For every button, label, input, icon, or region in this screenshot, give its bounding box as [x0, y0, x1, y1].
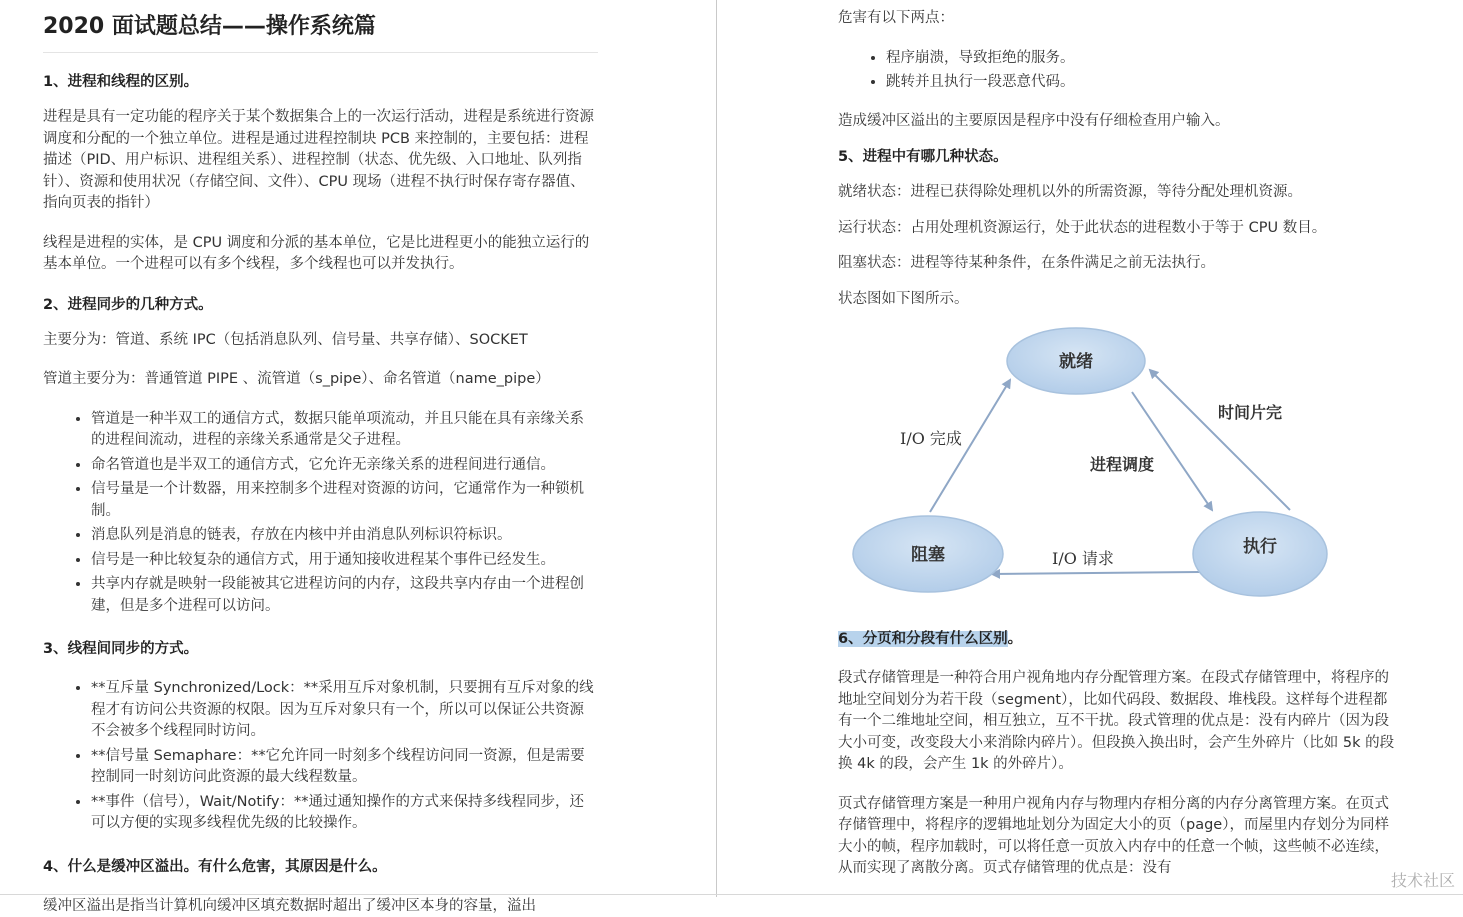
section-2-list: [43, 409, 598, 618]
arrow-io-request: [992, 572, 1200, 574]
node-blocked-label: 阻塞: [911, 544, 945, 565]
section-2-heading: 2、进程同步的几种方式。: [43, 294, 598, 316]
section-1-heading: 1、进程和线程的区别。: [43, 71, 598, 93]
edge-schedule-label: 进程调度: [1090, 455, 1154, 474]
right-column: [838, 8, 1398, 880]
list-item: • **事件（信号），Wait/Notify：**通过通知操作的方式来保持多线程同步，还可以方便的实现多线程优先级的比较操作。: [91, 792, 598, 835]
section-3-heading: 3、线程间同步的方式。: [43, 638, 598, 660]
section-4-paragraph: 缓冲区溢出是指当计算机向缓冲区填充数据时超出了缓冲区本身的容量，溢出: [43, 896, 598, 917]
state-running-text: 运行状态：占用处理机资源运行，处于此状态的进程数小于等于 CPU 数目。: [838, 218, 1398, 240]
list-item: • 共享内存就是映射一段能被其它进程访问的内存，这段共享内存由一个进程创建，但是多个进程可以访问。: [91, 574, 598, 617]
section-2-paragraph-ipc: 主要分为：管道、系统 IPC（包括消息队列、信号量、共享存储）、SOCKET: [43, 330, 598, 352]
left-column: [43, 12, 598, 917]
node-ready-label: 就绪: [1059, 351, 1093, 372]
left-page: [0, 0, 716, 897]
watermark: 技术社区: [1391, 868, 1455, 891]
section-2-paragraph-pipe: 管道主要分为：普通管道 PIPE 、流管道（s_pipe）、命名管道（name_pipe）: [43, 369, 598, 391]
harm-list: [838, 48, 1398, 94]
section-5-heading: 5、进程中有哪几种状态。: [838, 146, 1398, 168]
section-3-list: [43, 678, 598, 835]
list-item: • 管道是一种半双工的通信方式，数据只能单项流动，并且只能在具有亲缘关系的进程间流动，进程的亲缘关系通常是父子进程。: [91, 409, 598, 452]
list-item: • 消息队列是消息的链表，存放在内核中并由消息队列标识符标识。: [91, 525, 598, 547]
section-6-paragraph-segment: 段式存储管理是一种符合用户视角地内存分配管理方案。在段式存储管理中，将程序的地址空间划分为若干段（segment），比如代码段、数据段、堆栈段。这样每个进程都有一个二维地址空间，相互独立，互不干扰。段式管理的优点是：没有内碎片（因为段大小可变，改变段大小来消除内碎片）。但段换入换出时，会产生外碎片（比如 5k 的段换 4k 的段，会产生 1k 的外碎片）。: [838, 668, 1398, 776]
arrow-timeslice: [1150, 370, 1290, 510]
section-6-heading: [838, 628, 1398, 650]
section-6-heading-period: 。: [1008, 631, 1023, 647]
list-item: • 命名管道也是半双工的通信方式，它允许无亲缘关系的进程间进行通信。: [91, 455, 598, 477]
process-state-diagram: [850, 322, 1350, 614]
list-item: • 跳转并且执行一段恶意代码。: [886, 72, 1398, 94]
document-title: 2020 面试题总结——操作系统篇: [43, 12, 598, 53]
diagram-intro: 状态图如下图所示。: [838, 289, 1398, 311]
node-running-label: 执行: [1243, 536, 1277, 557]
section-4-heading: 4、什么是缓冲区溢出。有什么危害，其原因是什么。: [43, 856, 598, 878]
state-ready-text: 就绪状态：进程已获得除处理机以外的所需资源，等待分配处理机资源。: [838, 182, 1398, 204]
list-item: • **互斥量 Synchronized/Lock：**采用互斥对象机制，只要拥有互斥对象的线程才有访问公共资源的权限。因为互斥对象只有一个，所以可以保证公共资源不会被多个线程同时访问。: [91, 678, 598, 743]
list-item: • 信号量是一个计数器，用来控制多个进程对资源的访问，它通常作为一种锁机制。: [91, 479, 598, 522]
section-6-heading-highlight: 6、分页和分段有什么区别: [838, 631, 1008, 647]
section-1-paragraph-thread: 线程是进程的实体，是 CPU 调度和分派的基本单位，它是比进程更小的能独立运行的基本单位。一个进程可以有多个线程，多个线程也可以并发执行。: [43, 233, 598, 276]
overflow-cause: 造成缓冲区溢出的主要原因是程序中没有仔细检查用户输入。: [838, 111, 1398, 133]
edge-timeslice-label: 时间片完: [1218, 403, 1282, 422]
section-6-paragraph-page: 页式存储管理方案是一种用户视角内存与物理内存相分离的内存分离管理方案。在页式存储管理中，将程序的逻辑地址划分为固定大小的页（page），而屋里内存划分为同样大小的帧，程序加载时，可以将任意一页放入内存中的任意一个帧，这些帧不必连续，从而实现了离散分离。页式存储管理的优点是：没有: [838, 794, 1398, 880]
arrow-schedule: [1132, 392, 1212, 510]
edge-io-request-label: I/O 请求: [1052, 549, 1114, 568]
right-page: [718, 0, 1463, 897]
harm-intro: 危害有以下两点：: [838, 8, 1398, 30]
bottom-border: [0, 894, 1463, 895]
list-item: • 信号是一种比较复杂的通信方式，用于通知接收进程某个事件已经发生。: [91, 550, 598, 572]
page-divider: [716, 0, 717, 897]
state-blocked-text: 阻塞状态：进程等待某种条件，在条件满足之前无法执行。: [838, 253, 1398, 275]
list-item: • **信号量 Semaphare：**它允许同一时刻多个线程访问同一资源，但是需要控制同一时刻访问此资源的最大线程数量。: [91, 746, 598, 789]
list-item: • 程序崩溃，导致拒绝的服务。: [886, 48, 1398, 70]
edge-io-done-label: I/O 完成: [900, 429, 962, 448]
section-1-paragraph-process: 进程是具有一定功能的程序关于某个数据集合上的一次运行活动，进程是系统进行资源调度和分配的一个独立单位。进程是通过进程控制块 PCB 来控制的，主要包括：进程描述（PID、用户标识、进程组关系）、进程控制（状态、优先级、入口地址、队列指针）、资源和使用状况（存储空间、文件）、CPU 现场（进程不执行时保存寄存器值、指向页表的指针）: [43, 107, 598, 215]
